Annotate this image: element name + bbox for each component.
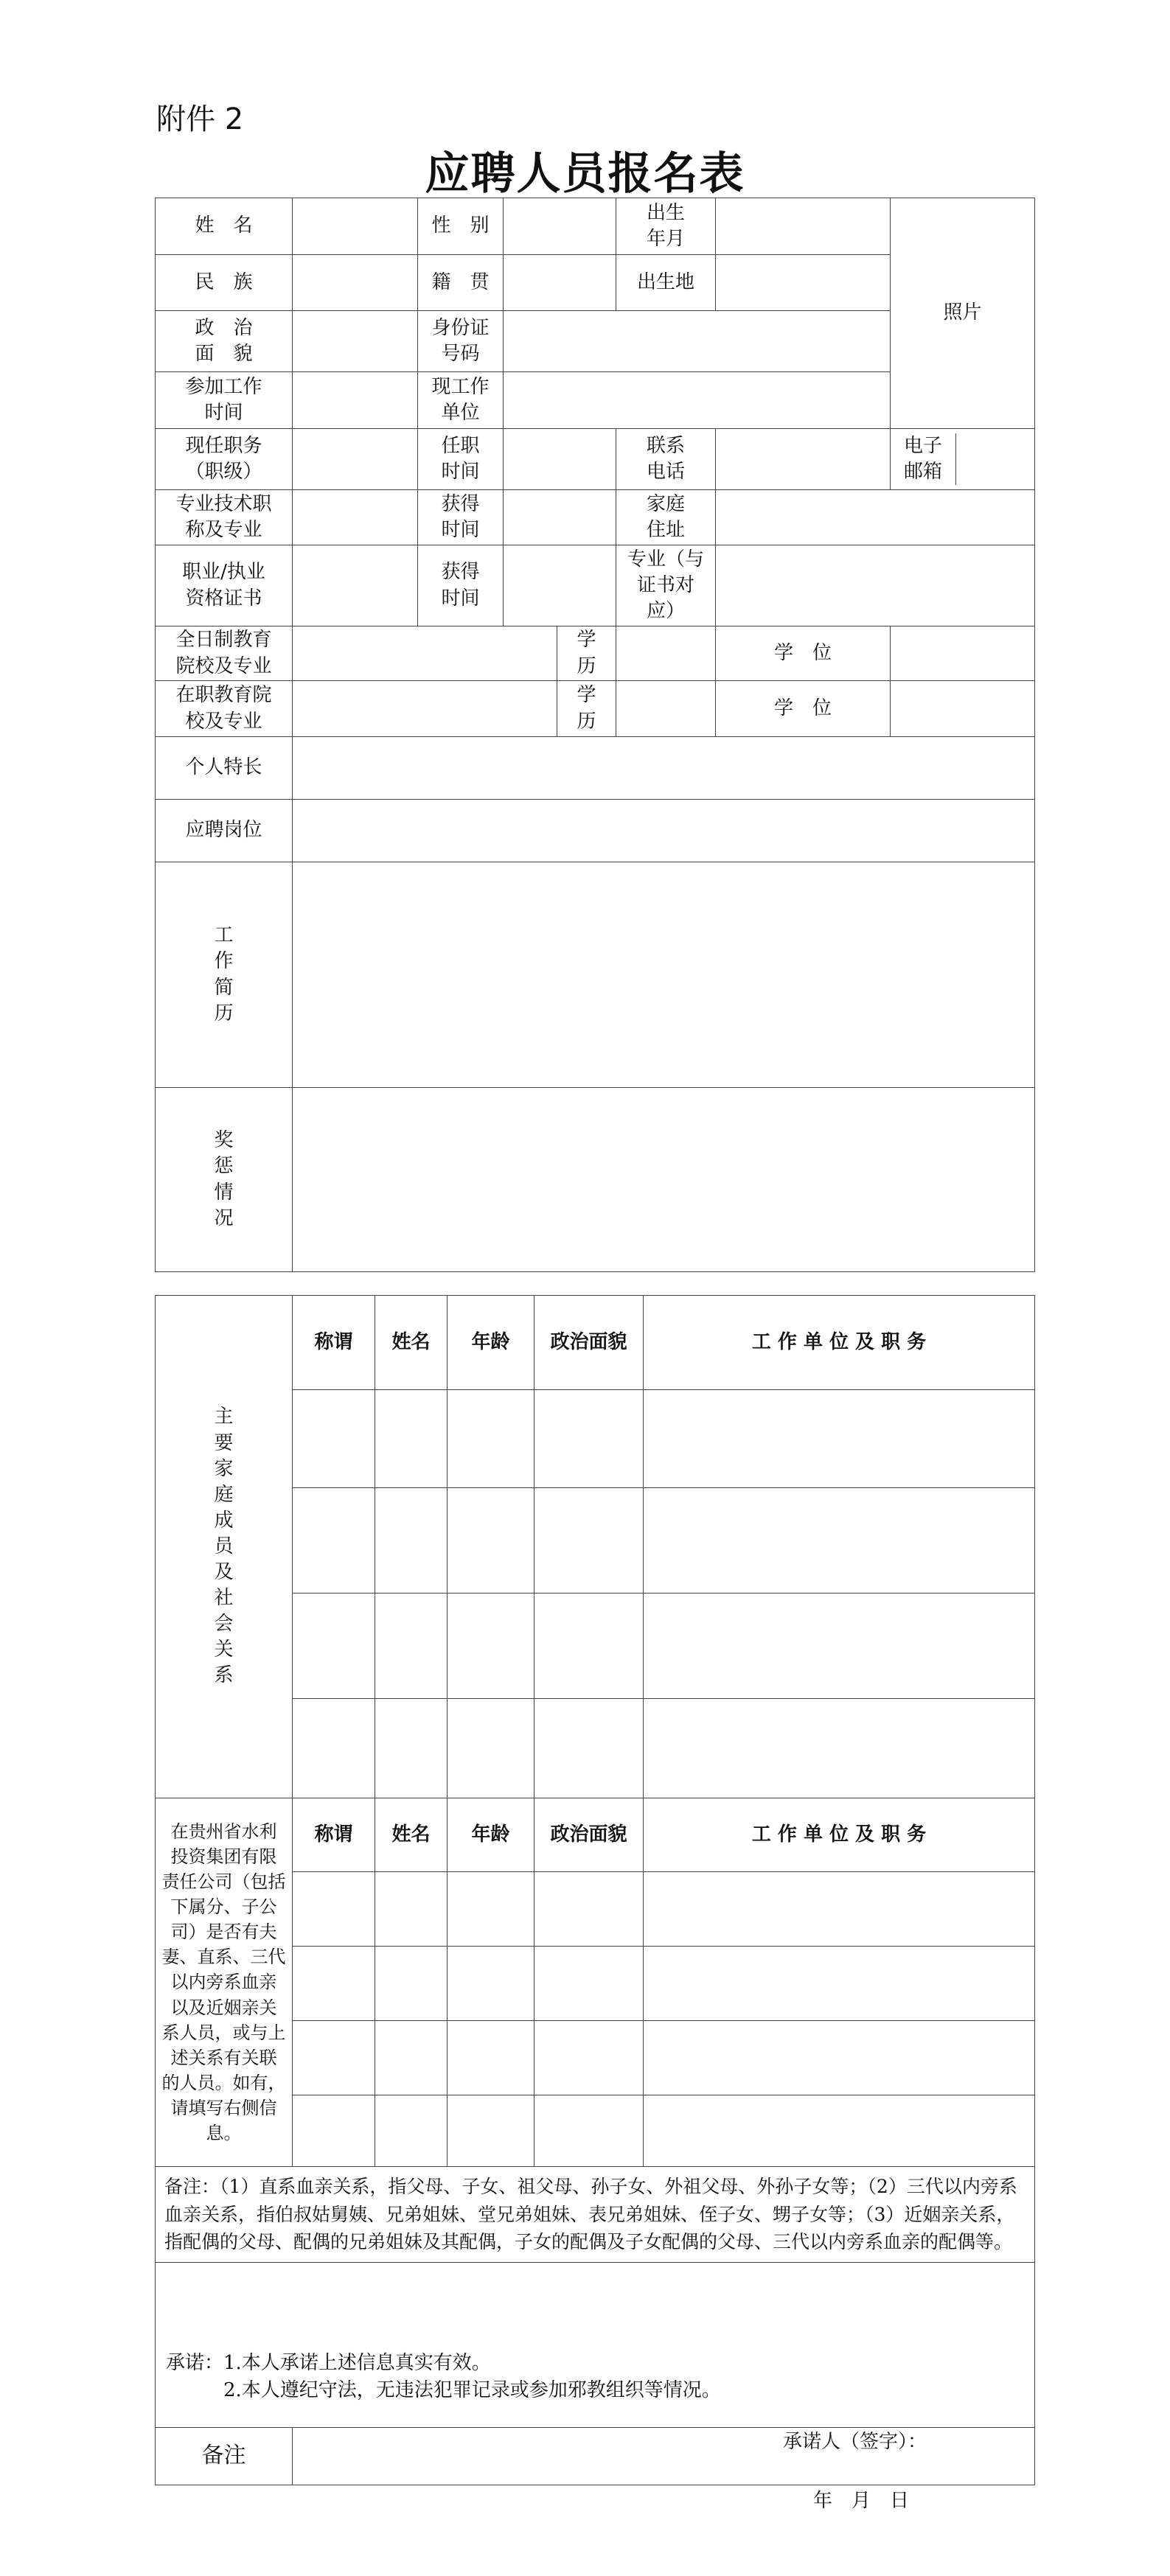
relative-cell[interactable] xyxy=(644,1872,1035,1947)
birth-date-field[interactable] xyxy=(716,198,891,255)
family-cell[interactable] xyxy=(375,1390,448,1488)
home-address-field[interactable] xyxy=(716,490,1035,545)
family-cell[interactable] xyxy=(448,1488,534,1594)
native-place-label: 籍 贯 xyxy=(418,255,504,311)
photo-box[interactable]: 照片 xyxy=(891,198,1035,429)
fulltime-edu-level-label: 学 历 xyxy=(557,626,616,681)
phone-label: 联系 电话 xyxy=(616,429,716,490)
fulltime-edu-label: 全日制教育 院校及专业 xyxy=(156,626,293,681)
promise-text: 承诺：1.本人承诺上述信息真实有效。 2.本人遵纪守法，无违法犯罪记录或参加邪教组织等情况。 xyxy=(166,2351,721,2402)
gender-field[interactable] xyxy=(504,198,616,255)
relative-cell[interactable] xyxy=(375,1872,448,1947)
applied-post-field[interactable] xyxy=(293,800,1035,862)
family-cell[interactable] xyxy=(293,1390,375,1488)
current-unit-field[interactable] xyxy=(504,372,891,429)
family-cell[interactable] xyxy=(448,1594,534,1699)
relative-cell[interactable] xyxy=(534,1947,644,2021)
current-unit-label: 现工作 单位 xyxy=(418,372,504,429)
relative-cell[interactable] xyxy=(293,2095,375,2167)
relative-cell[interactable] xyxy=(293,1872,375,1947)
family-cell[interactable] xyxy=(448,1699,534,1798)
rewards-field[interactable] xyxy=(293,1088,1035,1272)
col-relation: 称谓 xyxy=(293,1296,375,1390)
political-status-label: 政 治 面 貌 xyxy=(156,311,293,372)
family-cell[interactable] xyxy=(644,1594,1035,1699)
family-members-label: 主 要 家 庭 成 员 及 社 会 关 系 xyxy=(156,1296,293,1798)
family-cell[interactable] xyxy=(375,1488,448,1594)
family-cell[interactable] xyxy=(448,1390,534,1488)
birthplace-field[interactable] xyxy=(716,255,891,311)
col-political-2: 政治面貌 xyxy=(534,1798,644,1872)
promise-signature-label: 承诺人（签字）： xyxy=(782,2430,927,2453)
political-status-field[interactable] xyxy=(293,311,418,372)
email-cell xyxy=(891,429,1035,490)
inservice-edu-level-field[interactable] xyxy=(616,681,716,737)
relative-cell[interactable] xyxy=(534,1872,644,1947)
family-relations-table xyxy=(155,1295,1035,2512)
fulltime-degree-field[interactable] xyxy=(891,626,1035,681)
cert-field[interactable] xyxy=(293,545,418,626)
ethnicity-field[interactable] xyxy=(293,255,418,311)
family-cell[interactable] xyxy=(293,1488,375,1594)
family-cell[interactable] xyxy=(534,1594,644,1699)
fulltime-degree-label: 学 位 xyxy=(716,626,891,681)
cert-label: 职业/执业 资格证书 xyxy=(156,545,293,626)
tech-title-time-label: 获得 时间 xyxy=(418,490,504,545)
remark-label: 备注 xyxy=(156,2428,293,2485)
col-age: 年龄 xyxy=(448,1296,534,1390)
birth-date-label: 出生 年月 xyxy=(616,198,716,255)
work-resume-label: 工 作 简 历 xyxy=(156,862,293,1088)
relative-cell[interactable] xyxy=(448,1947,534,2021)
col-work-unit: 工 作 单 位 及 职 务 xyxy=(644,1296,1035,1390)
relative-cell[interactable] xyxy=(448,1872,534,1947)
attachment-label: 附件 2 xyxy=(156,102,244,136)
promise-date-label: 年 月 日 xyxy=(812,2489,909,2512)
family-cell[interactable] xyxy=(375,1594,448,1699)
applicant-info-table xyxy=(155,198,1035,1272)
relative-cell[interactable] xyxy=(534,2021,644,2095)
work-start-field[interactable] xyxy=(293,372,418,429)
col-work-unit-2: 工 作 单 位 及 职 务 xyxy=(644,1798,1035,1872)
family-cell[interactable] xyxy=(644,1699,1035,1798)
inservice-edu-label: 在职教育院 校及专业 xyxy=(156,681,293,737)
relative-cell[interactable] xyxy=(293,1947,375,2021)
tech-title-field[interactable] xyxy=(293,490,418,545)
tech-title-label: 专业技术职 称及专业 xyxy=(156,490,293,545)
relative-cell[interactable] xyxy=(293,2021,375,2095)
family-cell[interactable] xyxy=(644,1390,1035,1488)
ethnicity-label: 民 族 xyxy=(156,255,293,311)
col-name: 姓名 xyxy=(375,1296,448,1390)
relative-cell[interactable] xyxy=(644,1947,1035,2021)
relative-cell[interactable] xyxy=(375,2021,448,2095)
family-cell[interactable] xyxy=(644,1488,1035,1594)
family-cell[interactable] xyxy=(534,1488,644,1594)
home-address-label: 家庭 住址 xyxy=(616,490,716,545)
cert-time-field[interactable] xyxy=(504,545,616,626)
specialty-label: 个人特长 xyxy=(156,737,293,800)
family-cell[interactable] xyxy=(375,1699,448,1798)
inservice-degree-field[interactable] xyxy=(891,681,1035,737)
name-label: 姓 名 xyxy=(156,198,293,255)
tenure-time-field[interactable] xyxy=(504,429,616,490)
form-title: 应聘人员报名表 xyxy=(425,148,745,200)
relative-cell[interactable] xyxy=(534,2095,644,2167)
birthplace-label: 出生地 xyxy=(616,255,716,311)
gender-label: 性 别 xyxy=(418,198,504,255)
inservice-edu-level-label: 学 历 xyxy=(557,681,616,737)
inservice-degree-label: 学 位 xyxy=(716,681,891,737)
tenure-time-label: 任职 时间 xyxy=(418,429,504,490)
work-resume-field[interactable] xyxy=(293,862,1035,1088)
family-cell[interactable] xyxy=(293,1594,375,1699)
id-number-label: 身份证 号码 xyxy=(418,311,504,372)
rewards-label: 奖 惩 情 况 xyxy=(156,1088,293,1272)
family-cell[interactable] xyxy=(534,1390,644,1488)
work-start-label: 参加工作 时间 xyxy=(156,372,293,429)
fulltime-edu-field[interactable] xyxy=(293,626,557,681)
phone-field[interactable] xyxy=(716,429,891,490)
family-cell[interactable] xyxy=(293,1699,375,1798)
col-name-2: 姓名 xyxy=(375,1798,448,1872)
tech-title-time-field[interactable] xyxy=(504,490,616,545)
cert-time-label: 获得 时间 xyxy=(418,545,504,626)
current-position-label: 现任职务 （职级） xyxy=(156,429,293,490)
cert-major-label: 专业（与 证书对 应） xyxy=(616,545,716,626)
id-number-field[interactable] xyxy=(504,311,891,372)
relative-cell[interactable] xyxy=(448,2021,534,2095)
family-cell[interactable] xyxy=(534,1699,644,1798)
relative-cell[interactable] xyxy=(375,2095,448,2167)
current-position-field[interactable] xyxy=(293,429,418,490)
fulltime-edu-level-field[interactable] xyxy=(616,626,716,681)
relative-cell[interactable] xyxy=(448,2095,534,2167)
relative-cell[interactable] xyxy=(644,2021,1035,2095)
relation-definition-note: 备注：（1）直系血亲关系，指父母、子女、祖父母、孙子女、外祖父母、外孙子女等；（2）三代以内旁系血亲关系，指伯叔姑舅姨、兄弟姐妹、堂兄弟姐妹、表兄弟姐妹、侄子女、甥子女等；（3）近姻亲关系，指配偶的父母、配偶的兄弟姐妹及其配偶，子女的配偶及子女配偶的父母、三代以内旁系血亲的配偶等。 xyxy=(156,2167,1035,2263)
col-political: 政治面貌 xyxy=(534,1296,644,1390)
col-relation-2: 称谓 xyxy=(293,1798,375,1872)
name-field[interactable] xyxy=(293,198,418,255)
email-label: 电子 邮箱 xyxy=(891,433,956,485)
inservice-edu-field[interactable] xyxy=(293,681,557,737)
applied-post-label: 应聘岗位 xyxy=(156,800,293,862)
relatives-in-company-label: 在贵州省水利 投资集团有限 责任公司（包括 下属分、子公 司）是否有夫 妻、直系、三代 以内旁系血亲 以及近姻亲关 系人员，或与上 述关系有关联 的人员。如有， 请填写右侧信 息。 xyxy=(156,1798,293,2167)
cert-major-field[interactable] xyxy=(716,545,1035,626)
email-field[interactable] xyxy=(956,433,1034,485)
col-age-2: 年龄 xyxy=(448,1798,534,1872)
relative-cell[interactable] xyxy=(375,1947,448,2021)
specialty-field[interactable] xyxy=(293,737,1035,800)
relative-cell[interactable] xyxy=(644,2095,1035,2167)
native-place-field[interactable] xyxy=(504,255,616,311)
